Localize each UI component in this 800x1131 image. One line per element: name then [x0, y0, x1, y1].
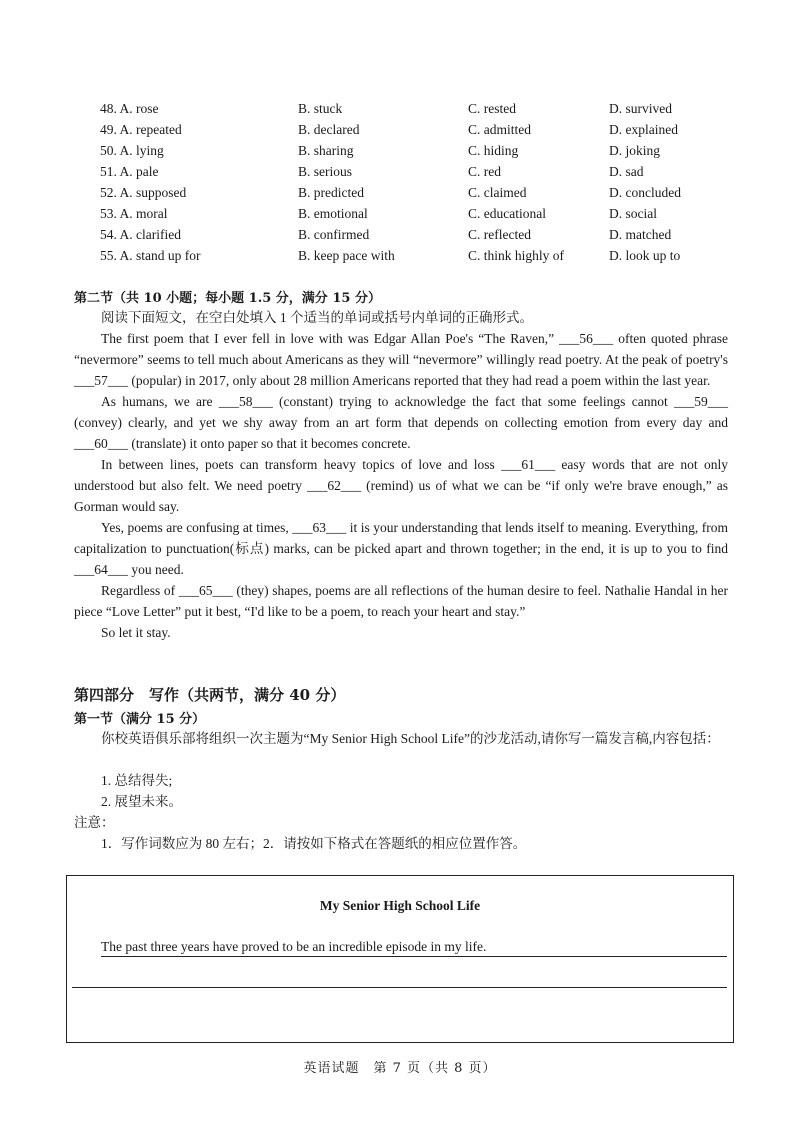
option-row: [100, 224, 740, 245]
option-b: B. declared: [298, 122, 360, 137]
option-a: 51. A. pale: [100, 164, 159, 179]
writing-template-box: [66, 875, 734, 1043]
box-blank-line: [72, 986, 727, 988]
option-row: [100, 203, 740, 224]
option-b: B. sharing: [298, 143, 354, 158]
option-c: C. reflected: [468, 227, 531, 242]
option-d: D. look up to: [609, 248, 681, 263]
option-b: B. serious: [298, 164, 352, 179]
section2-heading: 第二节（共 10 小题；每小题 1.5 分，满分 15 分）: [74, 291, 381, 306]
note-label: 注意：: [74, 815, 115, 830]
instruction-text: 阅读下面短文，在空白处填入 1 个适当的单词或括号内单词的正确形式。: [101, 310, 533, 325]
option-c: C. rested: [468, 101, 516, 116]
option-a: 49. A. repeated: [100, 122, 182, 137]
option-b: B. stuck: [298, 101, 343, 116]
option-row: [100, 182, 740, 203]
passage-paragraph: The first poem that I ever fell in love with was Edgar Allan Poe's “The Raven,” ___56___ often quoted phrase “nevermore” seems to tell much about Americans as they will “nevermore” willingly read poetry. At the peak of poetry's ___57___ (popular) in 2017, only about 28 million Americans reported that they had read a poem within the last year.: [74, 331, 728, 388]
option-c: C. admitted: [468, 122, 531, 137]
option-a: 54. A. clarified: [100, 227, 181, 242]
option-row: [100, 245, 740, 266]
passage: [74, 307, 728, 643]
answer-options-table: [100, 98, 740, 266]
option-a: 55. A. stand up for: [100, 248, 201, 263]
option-d: D. social: [609, 206, 657, 221]
option-b: B. predicted: [298, 185, 364, 200]
option-c: C. claimed: [468, 185, 527, 200]
box-title: My Senior High School Life: [319, 898, 481, 913]
part4-heading: 第四部分 写作（共两节，满分 40 分）: [74, 686, 346, 704]
part4-section1-heading: 第一节（满分 15 分）: [74, 712, 206, 727]
option-d: D. matched: [609, 227, 672, 242]
writing-prompt: 你校英语俱乐部将组织一次主题为“My Senior High School Life”的沙龙活动,请你写一篇发言稿,内容包括：: [101, 731, 720, 746]
option-a: 48. A. rose: [100, 101, 159, 116]
passage-paragraph: In between lines, poets can transform heavy topics of love and loss ___61___ easy words that are not only understood but also felt. We need poetry ___62___ (remind) us of what we can be “if only we're brave enough,” as Gorman would say.: [74, 457, 728, 514]
option-c: C. think highly of: [468, 248, 565, 263]
option-c: C. hiding: [468, 143, 519, 158]
passage-paragraph: Yes, poems are confusing at times, ___63___ it is your understanding that lends itself to meaning. Everything, from capitalization to punctuation(标点) marks, can be picked apart and thrown together; in the end, it is up to you to find ___64___ you need.: [74, 520, 728, 577]
option-a: 50. A. lying: [100, 143, 164, 158]
option-a: 52. A. supposed: [100, 185, 187, 200]
option-b: B. emotional: [298, 206, 368, 221]
note-text: 1．写作词数应为 80 左右；2．请按如下格式在答题纸的相应位置作答。: [101, 836, 527, 851]
option-d: D. joking: [609, 143, 661, 158]
option-row: [100, 119, 740, 140]
passage-paragraph: As humans, we are ___58___ (constant) trying to acknowledge the fact that some feelings cannot ___59___ (convey) clearly, and yet we shy away from an art form that depends on collecting emotion from every day and ___60___ (translate) it onto paper so that it becomes concrete.: [74, 394, 728, 451]
option-c: C. educational: [468, 206, 546, 221]
box-first-line: The past three years have proved to be an incredible episode in my life.: [101, 938, 727, 957]
option-b: B. keep pace with: [298, 248, 395, 263]
option-c: C. red: [468, 164, 501, 179]
option-d: D. sad: [609, 164, 644, 179]
prompt-point: 2. 展望未来。: [101, 794, 182, 809]
option-row: [100, 161, 740, 182]
option-row: [100, 98, 740, 119]
page-footer: 英语试题 第 7 页（共 8 页）: [303, 1061, 497, 1076]
option-b: B. confirmed: [298, 227, 370, 242]
option-d: D. survived: [609, 101, 672, 116]
passage-paragraph: So let it stay.: [101, 625, 171, 640]
option-d: D. explained: [609, 122, 678, 137]
prompt-point: 1. 总结得失;: [101, 773, 173, 788]
option-row: [100, 140, 740, 161]
passage-paragraph: Regardless of ___65___ (they) shapes, poems are all reflections of the human desire to feel. Nathalie Handal in her piece “Love Letter” put it best, “I'd like to be a poem, to reach your heart and stay.”: [74, 583, 728, 619]
option-a: 53. A. moral: [100, 206, 168, 221]
option-d: D. concluded: [609, 185, 681, 200]
